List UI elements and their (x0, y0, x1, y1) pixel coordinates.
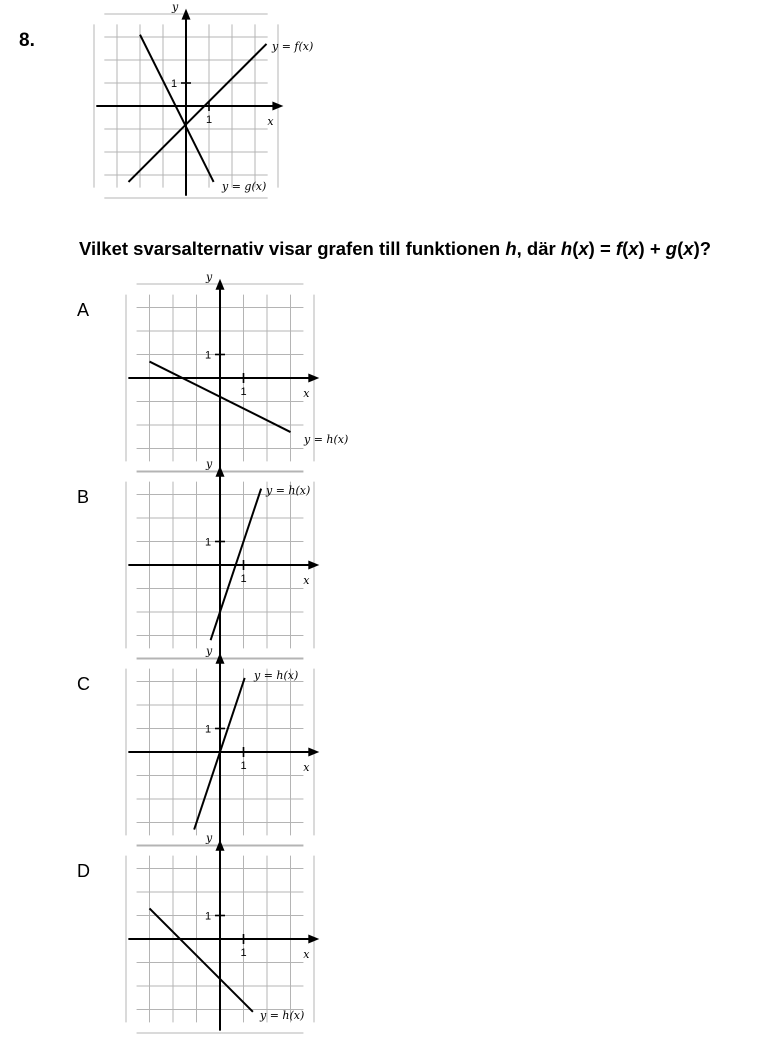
option-letter-c: C (77, 674, 90, 694)
question-text-part: , där (516, 238, 561, 259)
question-text-part: f (615, 238, 623, 259)
x-axis-label: x (303, 387, 310, 400)
x-axis-label: x (303, 948, 310, 961)
series-label: y = f(x) (272, 40, 314, 53)
y-axis-label: y (206, 270, 213, 284)
y-axis-label: y (172, 0, 179, 14)
graph-d (126, 832, 319, 1033)
question-text-part: )? (693, 238, 712, 259)
x-tick-label: 1 (240, 386, 247, 398)
graph-b (126, 458, 319, 659)
x-tick-label: 1 (240, 947, 247, 959)
y-tick-label: 1 (205, 723, 212, 736)
y-tick-label: 1 (205, 349, 212, 362)
question-number: 8. (19, 30, 35, 51)
graph-given (94, 1, 313, 198)
question-text-part: ( (677, 238, 684, 259)
y-axis-label: y (206, 831, 213, 845)
question-text-part: h (505, 238, 517, 259)
graph-a (126, 271, 348, 472)
x-tick-label: 1 (206, 114, 213, 126)
option-letter-b: B (77, 487, 90, 507)
question-text-part: ) + (638, 238, 666, 259)
series-label: y = h(x) (254, 669, 299, 682)
series-label: y = g(x) (222, 180, 267, 193)
question-text-part: ) = (588, 238, 616, 259)
question-text-part: ( (622, 238, 629, 259)
question-text-part: x (578, 238, 589, 259)
question-text-part: g (665, 238, 678, 259)
option-letter-a: A (77, 300, 90, 320)
x-axis-label: x (303, 574, 310, 587)
x-axis-label: x (303, 761, 310, 774)
question-text-part: Vilket svarsalternativ visar grafen till funktionen (79, 238, 506, 259)
question-text-part: x (628, 238, 639, 259)
y-axis-label: y (206, 457, 213, 471)
question-text-part: x (683, 238, 694, 259)
y-tick-label: 1 (171, 78, 178, 90)
x-tick-label: 1 (240, 760, 247, 772)
series-label: y = h(x) (304, 433, 349, 446)
question-text-part: h (560, 238, 573, 259)
series-label: y = h(x) (266, 484, 311, 497)
y-tick-label: 1 (205, 910, 212, 923)
y-tick-label: 1 (205, 536, 212, 549)
series-line (129, 44, 267, 182)
y-axis-label: y (206, 644, 213, 658)
series-label: y = h(x) (260, 1009, 305, 1022)
x-tick-label: 1 (240, 573, 247, 585)
x-axis-label: x (267, 115, 274, 128)
graph-c (126, 645, 319, 846)
series-line (150, 908, 253, 1011)
question-text-part: ( (572, 238, 579, 259)
option-letter-d: D (77, 861, 90, 881)
